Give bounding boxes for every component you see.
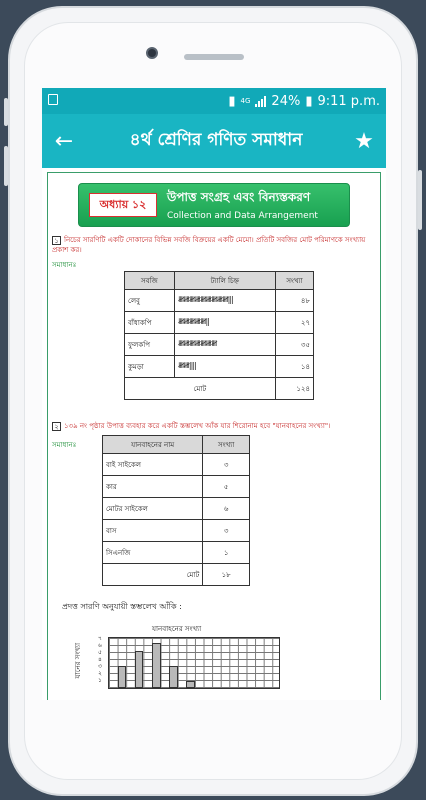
table-row xyxy=(103,520,250,542)
signal-icon xyxy=(255,96,266,107)
screen xyxy=(42,88,386,700)
chapter-title-bn: উপাত্ত সংগ্রহ এবং বিন্যস্তকরণ xyxy=(167,190,311,204)
total-value: ১৮ xyxy=(203,564,250,586)
table-cell: ৩ xyxy=(203,454,250,476)
vegetable-table xyxy=(124,271,314,400)
table-row xyxy=(103,498,250,520)
y-tick-label: ১ xyxy=(98,677,102,684)
table-cell: ১ xyxy=(203,542,250,564)
table-cell: বাই সাইকেল xyxy=(103,454,203,476)
y-tick-label: ৪ xyxy=(98,656,102,663)
solution-label: সমাধানঃ xyxy=(52,261,77,269)
table-cell: বাস xyxy=(103,520,203,542)
y-tick-label: ৭ xyxy=(98,635,102,642)
table-cell: ১৪ xyxy=(275,356,313,378)
graph-intro: প্রদত্ত সারণি অনুযায়ী স্তম্ভলেখ আঁকি : xyxy=(62,602,182,611)
chapter-title-en: Collection and Data Arrangement xyxy=(167,211,318,221)
page-title: ৪র্থ শ্রেণির গণিত সমাধান xyxy=(129,130,303,150)
y-tick-label: ২ xyxy=(98,670,102,677)
table-cell: লেবু xyxy=(125,290,175,312)
status-bar xyxy=(42,88,386,114)
battery-level: 24% xyxy=(271,93,301,109)
chart-ylabel: যানের সংখ্যা xyxy=(74,643,82,679)
table-header: সংখ্যা xyxy=(275,272,313,290)
chart-bar xyxy=(169,666,178,688)
y-tick-label: ৫ xyxy=(98,649,102,656)
tally-cell: 𝍸𝍸|||| xyxy=(174,356,275,378)
vehicle-table xyxy=(102,435,250,586)
total-label: মোট xyxy=(125,378,276,400)
table-row xyxy=(103,454,250,476)
solution-label: সমাধানঃ xyxy=(52,441,77,449)
table-cell: ৬ xyxy=(203,498,250,520)
page-content[interactable] xyxy=(42,168,386,700)
star-icon[interactable]: ★ xyxy=(354,128,374,154)
table-cell: ২৭ xyxy=(275,312,313,334)
table-row xyxy=(125,334,314,356)
total-value: ১২৪ xyxy=(275,378,313,400)
chart-bar xyxy=(152,643,161,688)
table-cell: ৩৫ xyxy=(275,334,313,356)
table-row xyxy=(125,356,314,378)
table-cell: ফুলকপি xyxy=(125,334,175,356)
table-header: যানবাহনের নাম xyxy=(103,436,203,454)
table-cell: মোটর সাইকেল xyxy=(103,498,203,520)
question-number: ১ xyxy=(52,236,61,245)
table-row xyxy=(125,290,314,312)
table-cell: কার xyxy=(103,476,203,498)
speaker xyxy=(184,54,244,60)
tally-cell: 𝍸𝍸𝍸𝍸𝍸|| xyxy=(174,312,275,334)
table-row xyxy=(103,564,250,586)
table-header: সংখ্যা xyxy=(203,436,250,454)
table-cell: সিএনজি xyxy=(103,542,203,564)
textbook-page xyxy=(47,172,381,700)
back-arrow-icon[interactable]: ← xyxy=(54,128,74,154)
table-cell: ৫ xyxy=(203,476,250,498)
bar-chart xyxy=(108,637,280,689)
chart-bar xyxy=(118,666,127,688)
question-1 xyxy=(52,235,372,255)
table-row xyxy=(125,312,314,334)
y-tick-label: ৬ xyxy=(98,642,102,649)
table-row xyxy=(125,378,314,400)
question-text: নিচের সারণিটি একটি দোকানের বিভিন্ন সবজি বিক্রয়ের একটি মেমো। প্রতিটি সবজির মোট পরিমাণকে সংখ্যায় প্রকাশ কর। xyxy=(52,236,366,254)
camera xyxy=(146,47,158,59)
chart-title: যানবাহনের সংখ্যা xyxy=(152,625,202,633)
volume-button xyxy=(4,146,8,186)
table-cell: ৪৮ xyxy=(275,290,313,312)
app-bar xyxy=(42,114,386,168)
vibrate-icon: ▮ xyxy=(228,93,236,109)
question-text: ১৩৯ নং পৃষ্ঠার উপাত্ত ব্যবহার করে একটি স্তম্ভলেখ আঁক যার শিরোনাম হবে "যানবাহনের সংখ্যা"। xyxy=(64,422,331,430)
volume-button xyxy=(4,98,8,126)
total-label: মোট xyxy=(103,564,203,586)
gallery-icon xyxy=(48,94,58,105)
chart-bar xyxy=(135,651,144,688)
tally-cell: 𝍸𝍸𝍸𝍸𝍸𝍸𝍸𝍸𝍸||| xyxy=(174,290,275,312)
table-header: সবজি xyxy=(125,272,175,290)
y-tick-label: ৩ xyxy=(98,663,102,670)
clock: 9:11 p.m. xyxy=(317,93,380,109)
question-2 xyxy=(52,421,372,431)
chart-bar xyxy=(186,681,195,688)
chart-yticks xyxy=(98,635,102,684)
tally-cell: 𝍸𝍸𝍸𝍸𝍸𝍸𝍸 xyxy=(174,334,275,356)
chapter-number: অধ্যায় ১২ xyxy=(89,193,157,217)
question-number: ২ xyxy=(52,422,61,431)
table-row xyxy=(103,542,250,564)
table-header: ট্যালি চিহ্ন xyxy=(174,272,275,290)
network-label: 4G xyxy=(240,96,251,105)
battery-icon: ▮ xyxy=(305,93,313,109)
table-cell: কুমড়া xyxy=(125,356,175,378)
table-cell: ৩ xyxy=(203,520,250,542)
table-row xyxy=(103,476,250,498)
power-button xyxy=(418,170,422,230)
table-cell: বাঁধাকপি xyxy=(125,312,175,334)
chapter-banner xyxy=(78,183,350,227)
